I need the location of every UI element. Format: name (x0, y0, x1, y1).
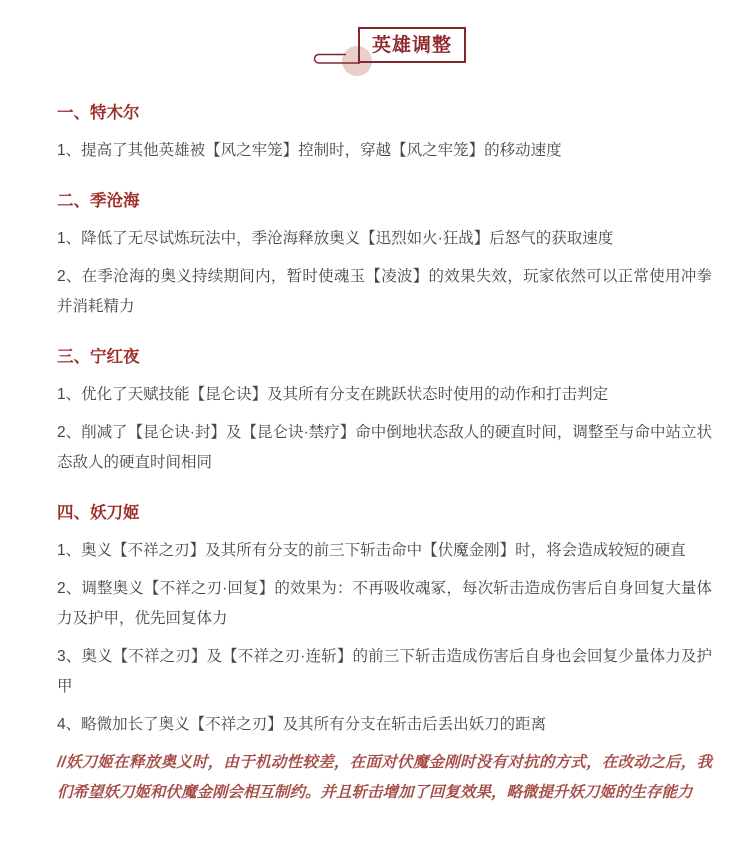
page-title-box (358, 27, 466, 63)
section-hero-4 (57, 498, 712, 740)
patch-notes-content (0, 98, 755, 836)
section-heading: 二、季沧海 (57, 192, 140, 210)
section-heading: 一、特木尔 (57, 104, 140, 122)
section-heading: 三、宁红夜 (57, 348, 140, 366)
patch-item: 2、在季沧海的奥义持续期间内，暂时使魂玉【凌波】的效果失效，玩家依然可以正常使用冲拳并消耗精力 (57, 268, 712, 315)
page-header (0, 0, 755, 78)
section-hero-3 (57, 342, 712, 478)
patch-item: 3、奥义【不祥之刃】及【不祥之刃·连斩】的前三下斩击造成伤害后自身也会回复少量体力及护甲 (57, 648, 712, 695)
flourish-line-icon (310, 51, 360, 67)
page-title: 英雄调整 (372, 34, 453, 56)
patch-item: 1、降低了无尽试炼玩法中，季沧海释放奥义【迅烈如火·狂战】后怒气的获取速度 (57, 230, 614, 247)
patch-item: 1、奥义【不祥之刃】及其所有分支的前三下斩击命中【伏魔金刚】时，将会造成较短的硬直 (57, 542, 686, 559)
patch-item: 2、削减了【昆仑诀·封】及【昆仑诀·禁疗】命中倒地状态敌人的硬直时间，调整至与命中站立状态敌人的硬直时间相同 (57, 424, 712, 471)
patch-item: 1、优化了天赋技能【昆仑诀】及其所有分支在跳跃状态时使用的动作和打击判定 (57, 386, 609, 403)
section-hero-1 (57, 98, 712, 166)
patch-item: 1、提高了其他英雄被【风之牢笼】控制时，穿越【风之牢笼】的移动速度 (57, 142, 562, 159)
designer-note: //妖刀姬在释放奥义时，由于机动性较差，在面对伏魔金刚时没有对抗的方式，在改动之后，我们希望妖刀姬和伏魔金刚会相互制约。并且斩击增加了回复效果，略微提升妖刀姬的生存能力 (57, 754, 712, 801)
patch-item: 2、调整奥义【不祥之刃·回复】的效果为：不再吸收魂冢，每次斩击造成伤害后自身回复大量体力及护甲，优先回复体力 (57, 580, 712, 627)
section-heading: 四、妖刀姬 (57, 504, 140, 522)
patch-item: 4、略微加长了奥义【不祥之刃】及其所有分支在斩击后丢出妖刀的距离 (57, 716, 547, 733)
section-hero-2 (57, 186, 712, 322)
